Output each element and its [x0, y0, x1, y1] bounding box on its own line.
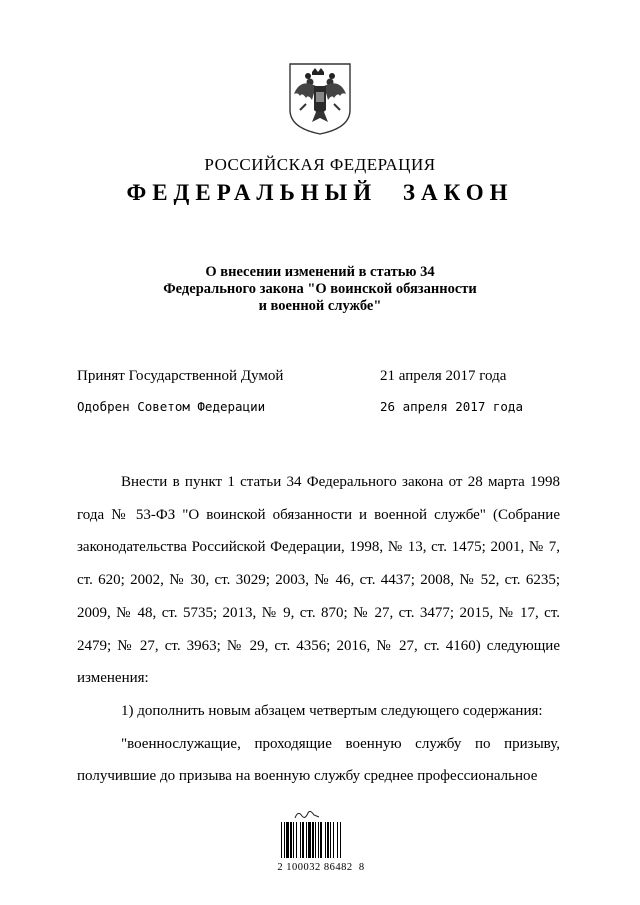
- body-paragraph-3: "военнослужащие, проходящие военную службу по призыву, получившие до призыва на военную службу среднее профессиональное: [77, 735, 560, 785]
- country-name: РОССИЙСКАЯ ФЕДЕРАЦИЯ: [204, 155, 436, 174]
- law-title-line-1: О внесении изменений в статью 34: [205, 264, 435, 280]
- council-approval-date: 26 апреля 2017 года: [380, 399, 523, 414]
- law-title-line-2: Федерального закона "О воинской обязанности: [163, 281, 477, 297]
- barcode-number: 2 100032 86482 8: [277, 862, 365, 873]
- duma-adoption-date: 21 апреля 2017 года: [380, 368, 507, 384]
- law-title-line-3: и военной службе": [258, 298, 382, 314]
- law-body: [77, 466, 560, 793]
- document-type: ФЕДЕРАЛЬНЫЙ ЗАКОН: [126, 180, 514, 205]
- barcode-icon: [280, 822, 364, 858]
- council-approval-label: Одобрен Советом Федерации: [77, 399, 266, 414]
- body-paragraph-1: Внести в пункт 1 статьи 34 Федерального закона от 28 марта 1998 года № 53-ФЗ "О воинской обязанности и военной службе" (Собрание законодательства Российской Федерации, 1998, № 13, ст. 1475; 2001, № 7, ст. 620; 2002, № 30, ст. 3029; 2003, № 46, ст. 4437; 2008, № 52, ст. 6235; 2009, № 48, ст. 5735; 2013, № 9, ст. 870; № 27, ст. 3477; 2015, № 17, ст. 2479; № 27, ст. 3963; № 29, ст. 4356; 2016, № 27, ст. 4160) следующие изменения:: [77, 474, 560, 687]
- body-paragraph-2: 1) дополнить новым абзацем четвертым следующего содержания:: [121, 702, 543, 719]
- duma-adoption-label: Принят Государственной Думой: [77, 368, 284, 384]
- handwritten-mark-icon: [292, 808, 322, 822]
- law-title: [0, 264, 640, 315]
- russian-coat-of-arms-icon: [286, 60, 354, 136]
